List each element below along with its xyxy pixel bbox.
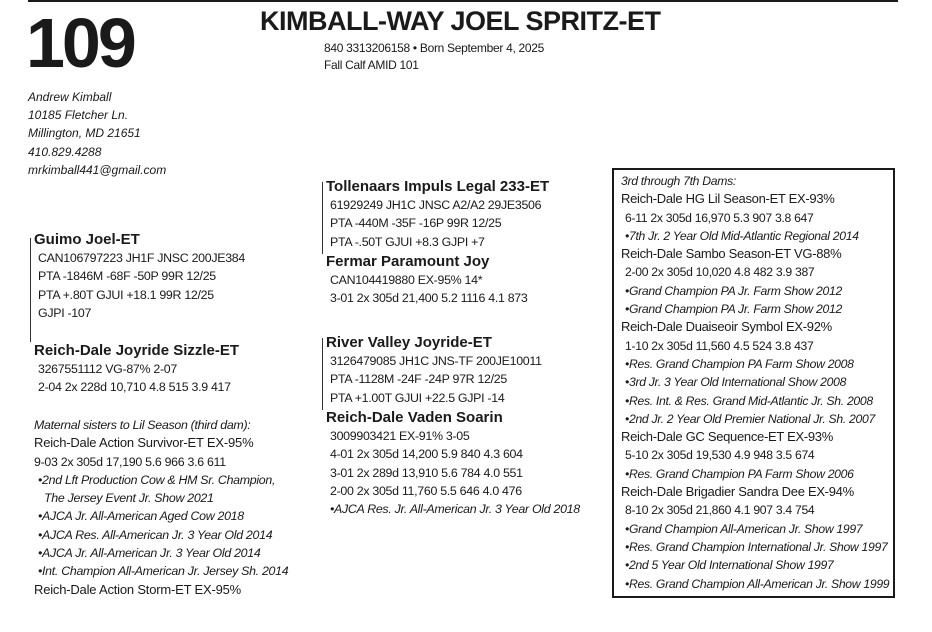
sire-line: PTA -1846M -68F -50P 99R 12/25	[38, 269, 216, 284]
dam-sire-name: River Valley Joyride-ET	[326, 334, 492, 351]
sire-dam-line: CAN104419880 EX-95% 14*	[330, 273, 483, 287]
owner-name: Andrew Kimball	[28, 90, 112, 104]
dam-entry-award: •Grand Champion All-American Jr. Show 1997	[625, 521, 863, 536]
dam-entry-award: •Res. Grand Champion PA Farm Show 2006	[625, 466, 854, 481]
dam-dam-line: 4-01 2x 305d 14,200 5.9 840 4.3 604	[330, 447, 523, 462]
owner-city: Millington, MD 21651	[28, 126, 141, 141]
sire-sire-line: PTA -.50T GJUI +8.3 GJPI +7	[330, 234, 485, 249]
dam-entry-award: •Res. Grand Champion All-American Jr. Show 1999	[625, 576, 890, 591]
sister-award: •2nd Lft Production Cow & HM Sr. Champion,	[38, 472, 276, 487]
dam-dam-name: Reich-Dale Vaden Soarin	[326, 409, 503, 426]
sire-dam-name: Fermar Paramount Joy	[326, 253, 490, 270]
owner-email: mrkimball441@gmail.com	[28, 162, 167, 177]
sire-side-bracket	[322, 182, 323, 254]
dam-entry-name: Reich-Dale Brigadier Sandra Dee EX-94%	[621, 484, 854, 500]
sister-award: •AJCA Jr. All-American Aged Cow 2018	[38, 509, 244, 524]
sire-dam-block	[326, 252, 528, 308]
dams-heading: 3rd through 7th Dams:	[621, 174, 736, 188]
sister-record: 9-03 2x 305d 17,190 5.6 966 3.6 611	[34, 454, 226, 469]
dam-sire-line: PTA +1.00T GJUI +22.5 GJPI -14	[330, 390, 505, 405]
dam-entry-award: •7th Jr. 2 Year Old Mid-Atlantic Regional 2014	[625, 228, 859, 243]
dam-entry-award: •Grand Champion PA Jr. Farm Show 2012	[625, 283, 842, 298]
dam-dam-line: 3-01 2x 289d 13,910 5.6 784 4.0 551	[330, 465, 523, 480]
dam-entry-award: •2nd Jr. 2 Year Old Premier National Jr. Sh. 2007	[625, 411, 875, 426]
top-rule	[28, 0, 898, 2]
sire-line: GJPI -107	[38, 305, 92, 320]
dam-entry-record: 8-10 2x 305d 21,860 4.1 907 3.4 754	[625, 503, 815, 518]
sire-dam-line: 3-01 2x 305d 21,400 5.2 1116 4.1 873	[330, 291, 528, 306]
animal-name: KIMBALL-WAY JOEL SPRITZ-ET	[260, 6, 661, 36]
dam-side-bracket	[322, 338, 323, 410]
owner-contact	[28, 88, 166, 179]
owner-street: 10185 Fletcher Ln.	[28, 108, 129, 123]
dam-name: Reich-Dale Joyride Sizzle-ET	[34, 342, 240, 359]
registration-line: 840 3313206158 • Born September 4, 2025	[324, 41, 545, 55]
dam-sire-line: PTA -1128M -24F -24P 97R 12/25	[330, 372, 507, 387]
dam-entry-award: •Res. Grand Champion International Jr. Show 1997	[625, 539, 888, 554]
dam-line: 3267551112 VG-87% 2-07	[38, 362, 177, 376]
dam-entry-record: 2-00 2x 305d 10,020 4.8 482 3.9 387	[625, 265, 815, 280]
sire-line: PTA +.80T GJUI +18.1 99R 12/25	[38, 287, 214, 302]
sire-line: CAN106797223 JH1F JNSC 200JE384	[38, 251, 245, 265]
dam-entry-award: •Res. Int. & Res. Grand Mid-Atlantic Jr. Sh. 2008	[625, 393, 873, 408]
dam-entry-name: Reich-Dale Duaiseoir Symbol EX-92%	[621, 319, 832, 335]
sire-sire-line: 61929249 JH1C JNSC A2/A2 29JE3506	[330, 198, 542, 212]
sire-sire-line: PTA -440M -35F -16P 99R 12/25	[330, 216, 502, 231]
dam-entry-record: 6-11 2x 305d 16,970 5.3 907 3.8 647	[625, 210, 814, 225]
dam-entry-record: 1-10 2x 305d 11,560 4.5 524 3.8 437	[625, 338, 814, 353]
sister-award: •Int. Champion All-American Jr. Jersey Sh. 2014	[38, 564, 289, 579]
maternal-heading: Maternal sisters to Lil Season (third dam):	[34, 418, 251, 432]
maternal-sisters	[34, 416, 288, 599]
sister-award: The Jersey Event Jr. Show 2021	[44, 491, 214, 506]
sire-name: Guimo Joel-ET	[34, 231, 140, 248]
dam-dam-block	[326, 408, 580, 518]
dam-entry-name: Reich-Dale HG Lil Season-ET EX-93%	[621, 191, 835, 207]
dam-entry-name: Reich-Dale GC Sequence-ET EX-93%	[621, 429, 833, 445]
dam-sire-block	[326, 333, 542, 407]
pedigree-bracket	[30, 238, 31, 342]
sister-award: •AJCA Res. All-American Jr. 3 Year Old 2014	[38, 527, 273, 542]
dam-entry-record: 5-10 2x 305d 19,530 4.9 948 3.5 674	[625, 448, 815, 463]
sister-name: Reich-Dale Action Survivor-ET EX-95%	[34, 435, 254, 451]
registration-info	[324, 40, 544, 74]
dam-entry-award: •Res. Grand Champion PA Farm Show 2008	[625, 356, 854, 371]
sister-name: Reich-Dale Action Storm-ET EX-95%	[34, 581, 242, 597]
dam-entry-name: Reich-Dale Sambo Season-ET VG-88%	[621, 246, 842, 262]
owner-phone: 410.829.4288	[28, 144, 102, 159]
dam-dam-line: 2-00 2x 305d 11,760 5.5 646 4.0 476	[330, 483, 522, 498]
sister-award: •AJCA Jr. All-American Jr. 3 Year Old 2014	[38, 546, 261, 561]
sire-sire-name: Tollenaars Impuls Legal 233-ET	[326, 178, 550, 195]
dam-dam-award: •AJCA Res. Jr. All-American Jr. 3 Year Old 2018	[330, 502, 580, 517]
lot-number: 109	[26, 4, 134, 82]
sire-block	[34, 230, 245, 322]
dam-entry-award: •3rd Jr. 3 Year Old International Show 2008	[625, 375, 847, 390]
dam-dam-line: 3009903421 EX-91% 3-05	[330, 429, 470, 443]
sire-sire-block	[326, 177, 549, 251]
dam-entry-award: •2nd 5 Year Old International Show 1997	[625, 558, 834, 573]
dams-list	[621, 172, 889, 593]
dam-sire-line: 3126479085 JH1C JNS-TF 200JE10011	[330, 354, 542, 368]
dam-block	[34, 341, 239, 397]
dam-line: 2-04 2x 228d 10,710 4.8 515 3.9 417	[38, 380, 231, 395]
class-line: Fall Calf AMID 101	[324, 58, 419, 72]
dam-entry-award: •Grand Champion PA Jr. Farm Show 2012	[625, 302, 842, 317]
